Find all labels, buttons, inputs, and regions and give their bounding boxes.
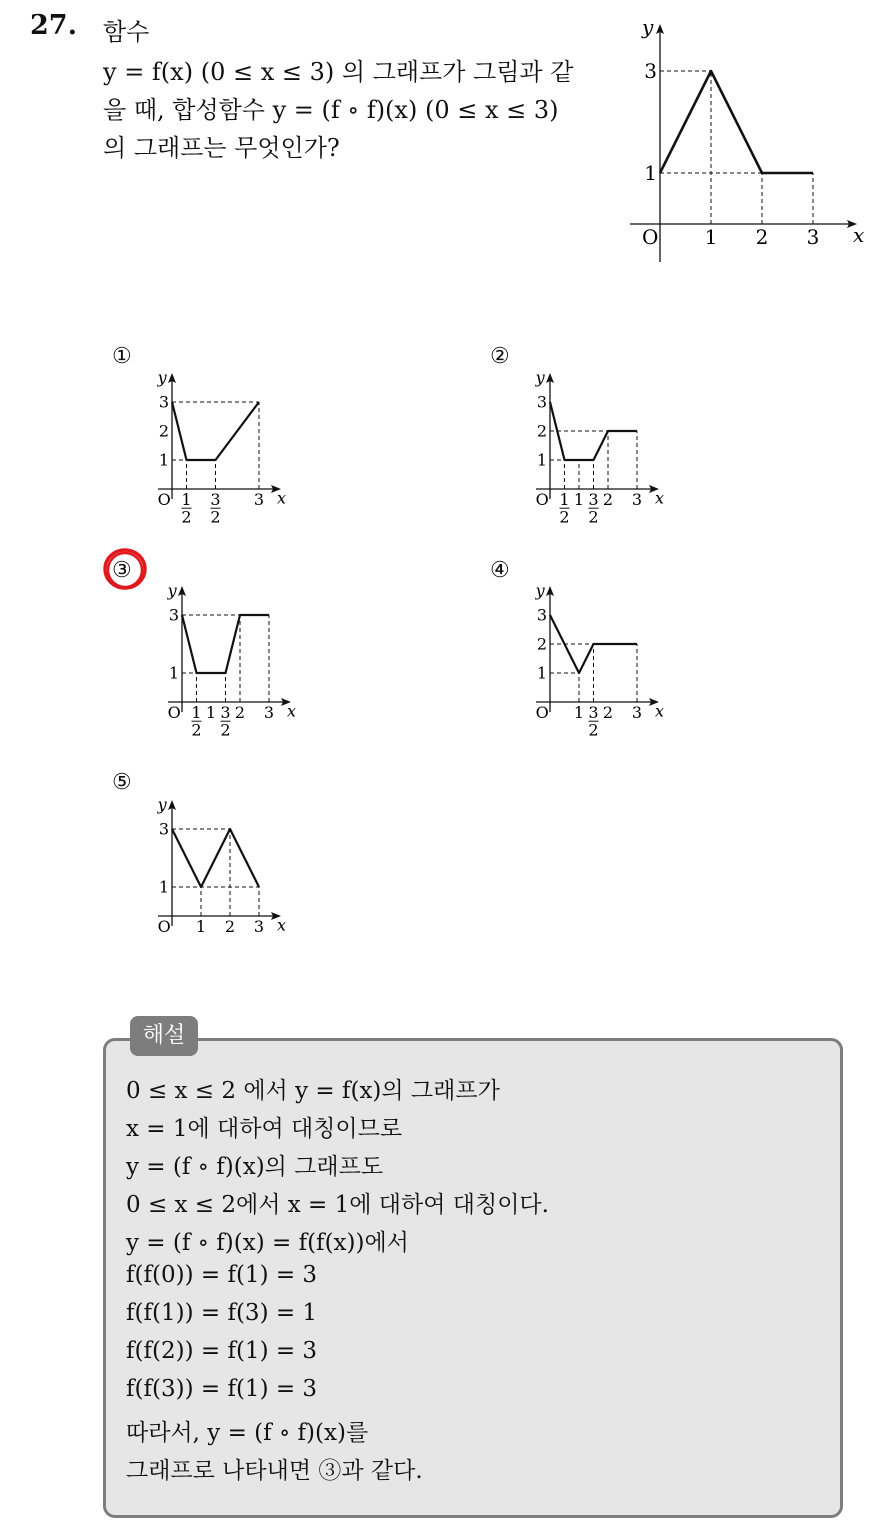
option-5-marker[interactable]: ⑤ bbox=[112, 770, 132, 795]
x-tick-label: 1 bbox=[195, 917, 207, 936]
graph-option-3[interactable] bbox=[150, 578, 310, 753]
solution-line-5: y = (f ∘ f)(x) = f(f(x))에서 bbox=[126, 1230, 409, 1256]
x-axis-label: x bbox=[655, 488, 665, 508]
x-tick-label: 3 bbox=[588, 490, 599, 509]
origin-label: O bbox=[167, 703, 181, 722]
graph-option-4[interactable] bbox=[518, 578, 678, 753]
y-tick-label: 1 bbox=[158, 450, 169, 470]
x-tick-label: 3 bbox=[631, 703, 643, 722]
x-tick-label: 2 bbox=[220, 720, 231, 740]
question-line-3: 을 때, 합성함수 y = (f ∘ f)(x) (0 ≤ x ≤ 3) bbox=[103, 96, 559, 124]
graph-option-5[interactable] bbox=[140, 792, 300, 952]
solution-line-8: f(f(2)) = f(1) = 3 bbox=[126, 1338, 318, 1364]
solution-line-3: y = (f ∘ f)(x)의 그래프도 bbox=[126, 1154, 384, 1180]
y-tick-label: 3 bbox=[158, 819, 169, 839]
x-tick-label: 3 bbox=[631, 490, 643, 509]
solution-line-4: 0 ≤ x ≤ 2에서 x = 1에 대하여 대칭이다. bbox=[126, 1192, 549, 1218]
y-axis-label: y bbox=[157, 795, 167, 814]
x-tick-label: 2 bbox=[210, 507, 221, 527]
y-tick-label: 2 bbox=[536, 634, 547, 654]
graph-f bbox=[615, 20, 865, 270]
question-line-4: 의 그래프는 무엇인가? bbox=[103, 134, 340, 162]
x-tick-label: 3 bbox=[253, 490, 265, 509]
x-tick-label: 3 bbox=[806, 225, 820, 249]
option-2-marker[interactable]: ② bbox=[490, 344, 510, 369]
origin-label: O bbox=[157, 490, 171, 509]
x-tick-label: 3 bbox=[588, 703, 599, 722]
option-3-marker[interactable]: ③ bbox=[112, 558, 132, 583]
y-tick-label: 3 bbox=[644, 59, 657, 83]
x-axis-label: x bbox=[853, 223, 865, 247]
x-tick-label: 1 bbox=[205, 703, 217, 722]
x-tick-label: 2 bbox=[588, 507, 599, 527]
x-tick-label: 1 bbox=[573, 703, 585, 722]
x-tick-label: 1 bbox=[573, 490, 585, 509]
solution-line-7: f(f(1)) = f(3) = 1 bbox=[126, 1300, 318, 1326]
y-axis-label: y bbox=[535, 368, 545, 387]
y-tick-label: 2 bbox=[536, 421, 547, 441]
x-tick-label: 1 bbox=[559, 490, 570, 509]
solution-line-9: f(f(3)) = f(1) = 3 bbox=[126, 1376, 318, 1402]
x-tick-label: 2 bbox=[181, 507, 192, 527]
origin-label: O bbox=[535, 490, 549, 509]
solution-line-11: 그래프로 나타내면 ③과 같다. bbox=[126, 1458, 423, 1484]
y-tick-label: 3 bbox=[536, 605, 547, 625]
x-tick-label: 1 bbox=[191, 703, 202, 722]
option-4-marker[interactable]: ④ bbox=[490, 558, 510, 583]
x-axis-label: x bbox=[277, 915, 287, 935]
x-axis-label: x bbox=[655, 701, 665, 721]
y-axis-label: y bbox=[642, 20, 654, 39]
graph-option-1[interactable] bbox=[140, 365, 300, 540]
x-tick-label: 2 bbox=[224, 917, 236, 936]
y-tick-label: 1 bbox=[536, 663, 547, 683]
origin-label: O bbox=[642, 225, 659, 249]
x-tick-label: 2 bbox=[234, 703, 246, 722]
y-tick-label: 3 bbox=[536, 392, 547, 412]
graph-curve bbox=[182, 615, 269, 673]
y-tick-label: 1 bbox=[536, 450, 547, 470]
x-axis-label: x bbox=[277, 488, 287, 508]
y-tick-label: 1 bbox=[158, 877, 169, 897]
x-tick-label: 2 bbox=[602, 490, 614, 509]
graph-option-2[interactable] bbox=[518, 365, 678, 540]
question-line-1: 함수 bbox=[103, 18, 150, 46]
x-tick-label: 2 bbox=[602, 703, 614, 722]
solution-line-10: 따라서, y = (f ∘ f)(x)를 bbox=[126, 1420, 369, 1446]
y-tick-label: 1 bbox=[168, 663, 179, 683]
question-number: 27. bbox=[30, 10, 77, 41]
option-1-marker[interactable]: ① bbox=[112, 344, 132, 369]
graph-curve bbox=[172, 402, 259, 460]
graph-curve bbox=[172, 829, 259, 887]
y-tick-label: 1 bbox=[644, 161, 657, 185]
x-tick-label: 2 bbox=[588, 720, 599, 740]
y-axis-label: y bbox=[535, 581, 545, 600]
x-tick-label: 2 bbox=[191, 720, 202, 740]
solution-line-2: x = 1에 대하여 대칭이므로 bbox=[126, 1116, 403, 1142]
solution-line-1: 0 ≤ x ≤ 2 에서 y = f(x)의 그래프가 bbox=[126, 1078, 500, 1104]
x-tick-label: 2 bbox=[559, 507, 570, 527]
x-tick-label: 1 bbox=[704, 225, 718, 249]
origin-label: O bbox=[535, 703, 549, 722]
x-tick-label: 3 bbox=[263, 703, 275, 722]
y-tick-label: 2 bbox=[158, 421, 169, 441]
x-tick-label: 3 bbox=[220, 703, 231, 722]
x-tick-label: 3 bbox=[253, 917, 265, 936]
graph-curve bbox=[660, 71, 813, 173]
y-tick-label: 3 bbox=[158, 392, 169, 412]
x-tick-label: 2 bbox=[755, 225, 769, 249]
solution-tab: 해설 bbox=[130, 1016, 198, 1056]
y-axis-label: y bbox=[167, 581, 177, 600]
y-axis-label: y bbox=[157, 368, 167, 387]
origin-label: O bbox=[157, 917, 171, 936]
question-line-2: y = f(x) (0 ≤ x ≤ 3) 의 그래프가 그림과 같 bbox=[103, 58, 574, 86]
x-tick-label: 3 bbox=[210, 490, 221, 509]
x-axis-label: x bbox=[287, 701, 297, 721]
x-tick-label: 1 bbox=[181, 490, 192, 509]
y-tick-label: 3 bbox=[168, 605, 179, 625]
solution-line-6: f(f(0)) = f(1) = 3 bbox=[126, 1262, 318, 1288]
